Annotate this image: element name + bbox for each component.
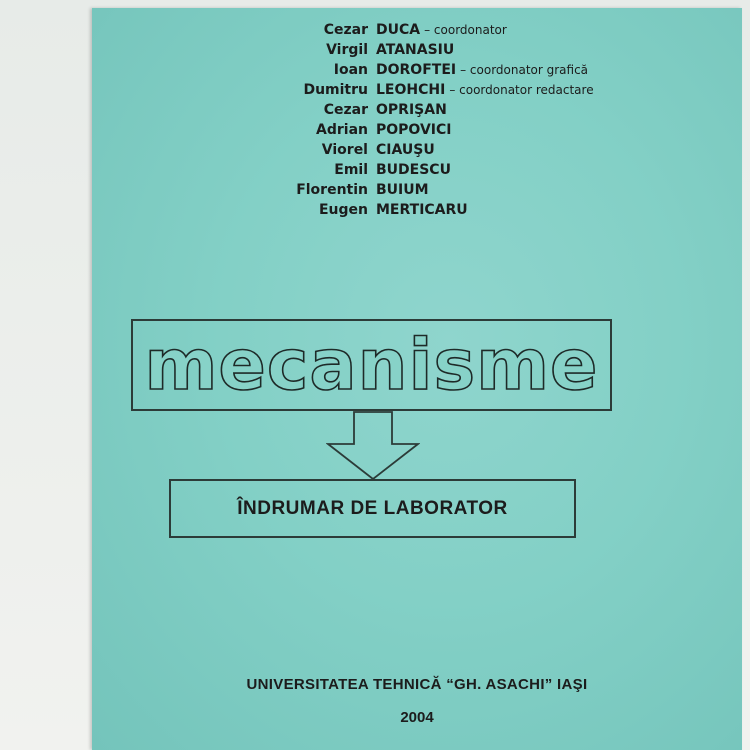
author-last-name [376,140,435,160]
author-surname: OPRIŞAN [376,102,447,118]
author-row [0,120,750,140]
author-row [0,160,750,180]
author-surname: BUDESCU [376,162,451,178]
author-first-name: Eugen [318,202,368,218]
author-surname: LEOHCHI [376,82,446,98]
author-first-name: Florentin [296,182,368,198]
book-title: mecanisme [144,324,599,406]
author-last-name [376,200,468,220]
author-surname: MERTICARU [376,202,468,218]
author-row [0,200,750,220]
author-surname: CIAUŞU [376,142,435,158]
author-row [0,40,750,60]
author-first-name: Cezar [323,22,368,38]
author-row [0,180,750,200]
publisher-name: UNIVERSITATEA TEHNICĂ “GH. ASACHI” IAŞI [246,676,588,693]
author-last-name [376,80,594,100]
author-first-name: Dumitru [303,82,368,98]
author-surname: DOROFTEI [376,62,457,78]
author-last-name [376,60,588,80]
author-last-name [376,40,454,60]
publication-year: 2004 [400,709,434,726]
author-last-name [376,20,507,40]
down-arrow-icon [326,411,420,481]
author-surname: BUIUM [376,182,429,198]
author-row [0,140,750,160]
author-role: – coordonator redactare [449,83,594,97]
author-row [0,60,750,80]
author-last-name [376,100,447,120]
author-first-name: Viorel [321,142,368,158]
author-first-name: Cezar [323,102,368,118]
author-surname: ATANASIU [376,42,455,58]
author-row [0,20,750,40]
author-first-name: Emil [334,162,368,178]
title-frame [131,319,612,411]
author-surname: POPOVICI [376,122,452,138]
author-first-name: Adrian [316,122,368,138]
author-role: – coordonator [424,23,507,37]
author-first-name: Virgil [326,42,368,58]
author-row [0,100,750,120]
author-surname: DUCA [376,22,421,38]
subtitle-frame [169,479,576,538]
author-first-name: Ioan [333,62,368,78]
author-last-name [376,120,451,140]
book-subtitle: ÎNDRUMAR DE LABORATOR [237,498,508,519]
author-role: – coordonator grafică [460,63,589,77]
author-row [0,80,750,100]
author-last-name [376,160,451,180]
author-last-name [376,180,429,200]
